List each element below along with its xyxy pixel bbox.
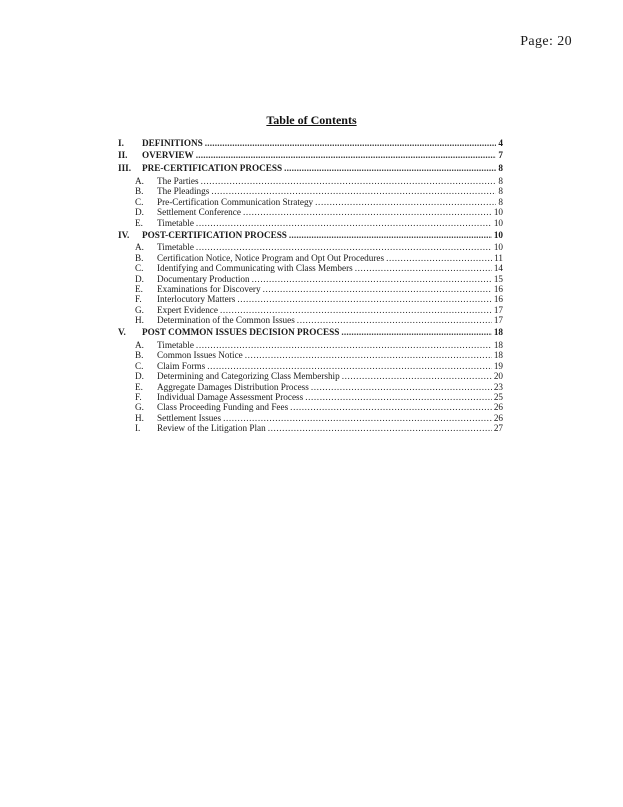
toc-entry-number: I. <box>135 423 141 434</box>
toc-entry-page: 8 <box>498 196 503 207</box>
toc-entry-page: 8 <box>498 186 503 197</box>
toc-entry-title: Pre-Certification Communication Strategy <box>157 196 314 207</box>
toc-entry-page: 8 <box>498 163 503 174</box>
toc-entry-page: 17 <box>493 304 503 315</box>
toc-dot-leader <box>289 230 492 240</box>
toc-dot-leader <box>237 294 491 304</box>
toc-entry-page: 18 <box>493 350 503 361</box>
toc-entry <box>118 423 503 433</box>
toc-entry-page: 7 <box>498 150 503 161</box>
toc-entry-page: 17 <box>493 315 503 326</box>
toc-entry-number: V. <box>118 327 126 338</box>
toc-entry <box>118 284 503 294</box>
page-title: Table of Contents <box>266 113 357 127</box>
toc-entry-title: Claim Forms <box>157 360 206 371</box>
toc-entry <box>118 150 503 160</box>
toc-entry <box>118 402 503 412</box>
toc-entry-page: 18 <box>493 327 503 338</box>
toc-entry-number: F. <box>135 392 142 403</box>
toc-entry-page: 27 <box>493 423 503 434</box>
toc-entry-number: C. <box>135 196 144 207</box>
toc-dot-leader <box>207 361 492 371</box>
toc-entry-page: 15 <box>493 273 503 284</box>
toc-entry-number: IV. <box>118 229 130 240</box>
toc-entry-number: B. <box>135 252 144 263</box>
toc-entry-title: Determining and Categorizing Class Membership <box>157 371 340 382</box>
toc-entry-title: Timetable <box>157 217 194 228</box>
toc-entry-title: PRE-CERTIFICATION PROCESS <box>142 163 283 174</box>
toc-entry <box>118 361 503 371</box>
toc-entry-title: Timetable <box>157 340 194 351</box>
toc-entry-number: D. <box>135 207 144 218</box>
toc-dot-leader <box>196 242 492 252</box>
toc-entry-number: E. <box>135 217 143 228</box>
toc-entry <box>118 413 503 423</box>
toc-dot-leader <box>196 150 497 160</box>
toc-entry-number: G. <box>135 402 144 413</box>
toc-entry-number: H. <box>135 412 144 423</box>
toc-entry-number: E. <box>135 284 143 295</box>
toc-entry <box>118 242 503 252</box>
toc-entry-page: 4 <box>498 137 503 148</box>
toc-entry <box>118 218 503 228</box>
toc-dot-leader <box>386 253 492 263</box>
toc-dot-leader <box>223 413 492 423</box>
toc-entry-number: C. <box>135 360 144 371</box>
toc-entry-page: 10 <box>493 217 503 228</box>
toc-dot-leader <box>220 305 492 315</box>
toc-entry <box>118 274 503 284</box>
toc-dot-leader <box>355 263 492 273</box>
toc-entry <box>118 176 503 186</box>
toc-entry-page: 14 <box>493 263 503 274</box>
toc-entry-title: The Parties <box>157 175 199 186</box>
toc-entry-number: H. <box>135 315 144 326</box>
toc-entry-number: I. <box>118 137 124 148</box>
toc-entry <box>118 263 503 273</box>
toc-entry <box>118 294 503 304</box>
toc-entry-title: Individual Damage Assessment Process <box>157 392 304 403</box>
toc-entry-title: Class Proceeding Funding and Fees <box>157 402 289 413</box>
toc-dot-leader <box>263 284 492 294</box>
toc-dot-leader <box>252 274 492 284</box>
toc-entry-page: 8 <box>498 175 503 186</box>
toc-dot-leader <box>315 197 496 207</box>
toc-entry <box>118 392 503 402</box>
toc-entry-number: G. <box>135 304 144 315</box>
toc-entry-number: C. <box>135 263 144 274</box>
toc-entry-page: 23 <box>493 381 503 392</box>
toc-dot-leader <box>268 423 492 433</box>
toc-entry-number: A. <box>135 175 144 186</box>
toc-entry-title: DEFINITIONS <box>142 137 203 148</box>
toc-entry <box>118 305 503 315</box>
toc-entry-number: D. <box>135 273 144 284</box>
toc-entry-title: POST-CERTIFICATION PROCESS <box>142 229 287 240</box>
toc-entry <box>118 315 503 325</box>
toc-entry-title: Determination of the Common Issues <box>157 315 295 326</box>
toc-dot-leader <box>297 315 492 325</box>
toc-entry-title: Documentary Production <box>157 273 250 284</box>
toc-entry <box>118 197 503 207</box>
toc-dot-leader <box>311 382 492 392</box>
toc-entry-title: Common Issues Notice <box>157 350 243 361</box>
toc-entry <box>118 230 503 240</box>
toc-entry-title: Examinations for Discovery <box>157 284 261 295</box>
toc-entry <box>118 340 503 350</box>
toc-entry-title: OVERVIEW <box>142 150 194 161</box>
toc-dot-leader <box>284 163 496 173</box>
toc-entry-number: E. <box>135 381 143 392</box>
toc-entry-page: 10 <box>493 242 503 253</box>
toc-dot-leader <box>201 176 497 186</box>
toc-dot-leader <box>243 207 492 217</box>
toc-entry-title: Aggregate Damages Distribution Process <box>157 381 309 392</box>
toc-dot-leader <box>196 218 492 228</box>
toc-entry-title: Expert Evidence <box>157 304 218 315</box>
toc-entry-page: 16 <box>493 294 503 305</box>
toc-entry <box>118 138 503 148</box>
page-number-label: Page: 20 <box>520 34 572 49</box>
toc-entry-title: POST COMMON ISSUES DECISION PROCESS <box>142 327 340 338</box>
toc-entry-title: Interlocutory Matters <box>157 294 236 305</box>
toc-entry-number: III. <box>118 163 132 174</box>
toc-dot-leader <box>245 350 492 360</box>
toc-dot-leader <box>341 327 491 337</box>
toc-entry-page: 20 <box>493 371 503 382</box>
toc-entry-title: Identifying and Communicating with Class Members <box>157 263 353 274</box>
toc-entry-page: 25 <box>493 392 503 403</box>
toc-entry-page: 10 <box>493 207 503 218</box>
toc-dot-leader <box>305 392 492 402</box>
toc-entry-title: Settlement Conference <box>157 207 241 218</box>
toc-dot-leader <box>290 402 492 412</box>
toc-entry-page: 16 <box>493 284 503 295</box>
toc-entry-number: A. <box>135 340 144 351</box>
toc-entry-title: The Pleadings <box>157 186 210 197</box>
toc-entry-number: F. <box>135 294 142 305</box>
toc-entry-page: 26 <box>493 402 503 413</box>
toc-entry <box>118 382 503 392</box>
toc-entry-title: Certification Notice, Notice Program and Opt Out Procedures <box>157 252 385 263</box>
toc-entry-title: Review of the Litigation Plan <box>157 423 266 434</box>
toc-entry-page: 26 <box>493 412 503 423</box>
toc-dot-leader <box>211 186 496 196</box>
toc-entry-title: Timetable <box>157 242 194 253</box>
toc-entry-number: D. <box>135 371 144 382</box>
toc-entry <box>118 163 503 173</box>
toc-dot-leader <box>205 138 497 148</box>
toc-entry-page: 18 <box>493 340 503 351</box>
toc-entry-title: Settlement Issues <box>157 412 222 423</box>
table-of-contents <box>118 136 503 434</box>
toc-entry <box>118 327 503 337</box>
toc-dot-leader <box>196 340 492 350</box>
toc-entry-number: II. <box>118 150 128 161</box>
toc-entry-number: A. <box>135 242 144 253</box>
toc-entry-page: 11 <box>494 252 503 263</box>
toc-entry <box>118 253 503 263</box>
toc-dot-leader <box>342 371 492 381</box>
toc-entry <box>118 371 503 381</box>
toc-entry-number: B. <box>135 350 144 361</box>
toc-entry-page: 10 <box>493 229 503 240</box>
toc-entry-page: 19 <box>493 360 503 371</box>
toc-entry <box>118 186 503 196</box>
toc-entry <box>118 207 503 217</box>
toc-entry <box>118 350 503 360</box>
toc-entry-number: B. <box>135 186 144 197</box>
